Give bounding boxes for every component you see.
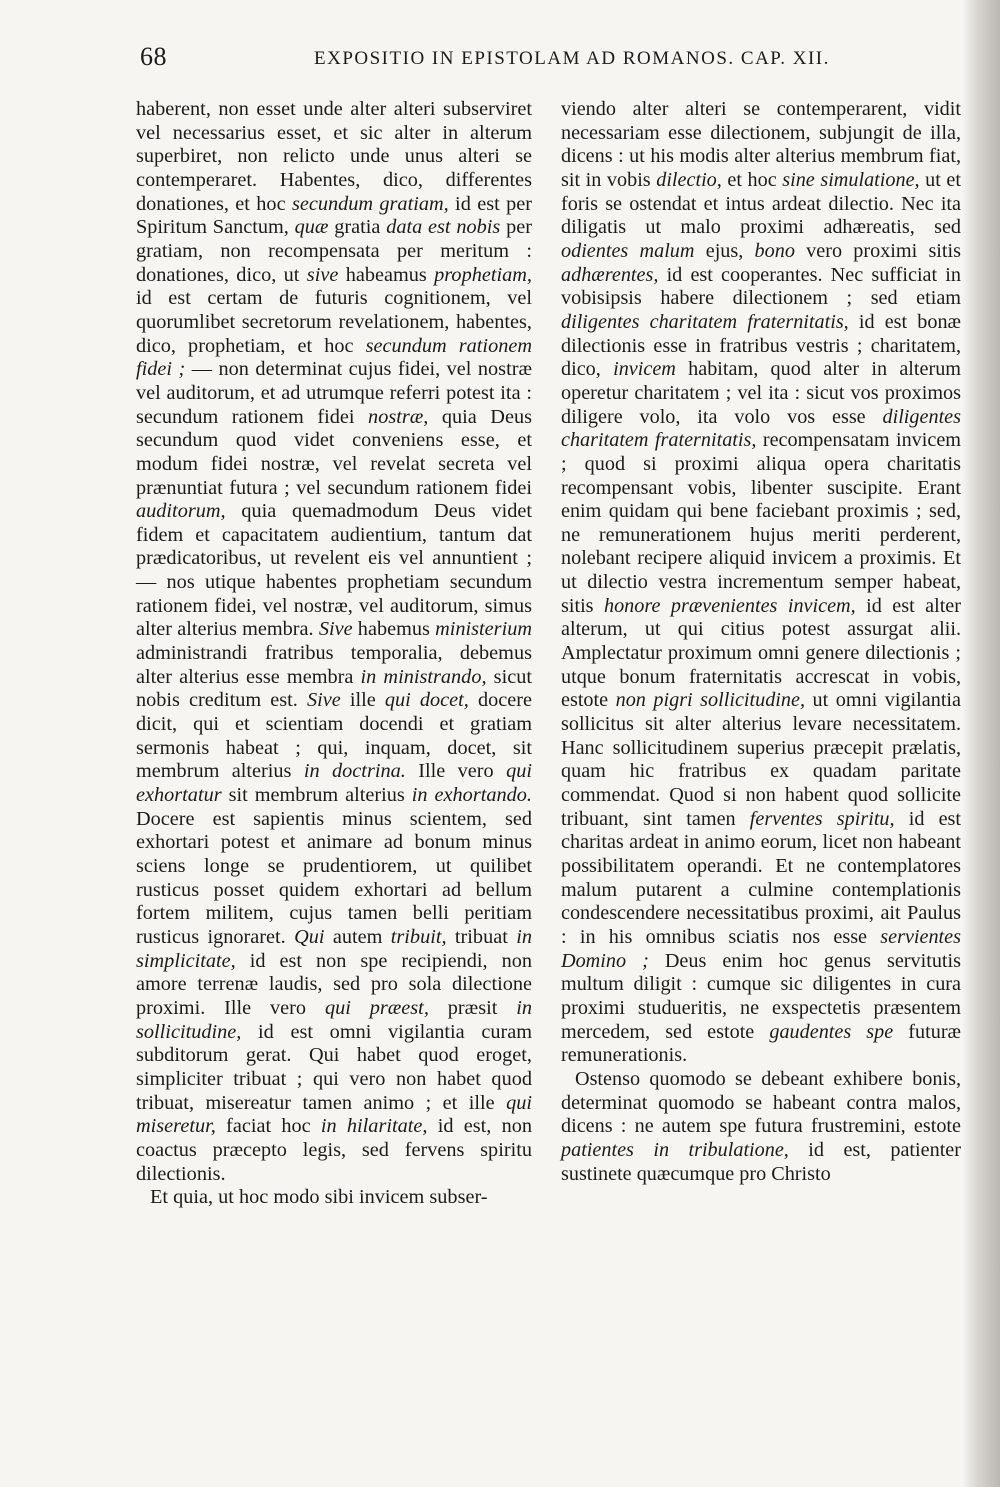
running-title: EXPOSITIO IN EPISTOLAM AD ROMANOS. CAP. XII. <box>314 48 830 69</box>
running-header <box>140 38 980 78</box>
right-paragraph-2: Ostenso quomodo se debeant exhibere bonis, determinat quomodo se habeant contra malos, dicens : ne autem spe futura frustremini, estote patientes in tribulatione, id est, patienter sustinete quæcumque pro Christo <box>561 1067 961 1185</box>
right-paragraph-1: viendo alter alteri se contemperarent, vidit necessariam esse dilectionem, subjungit de illa, dicens : ut his modis alter alterius membrum fiat, sit in vobis dilectio, et hoc sine simulatione, ut et foris se ostendat et intus ardeat dilectio. Nec ita diligatis ut malo proximi adhæreatis, sed odientes malum ejus, bono vero proximi sitis adhærentes, id est cooperantes. Nec sufficiat in vobisipsis habere dilectionem ; sed etiam diligentes charitatem fraternitatis, id est bonæ dilectionis esse in fratribus vestris ; charitatem, dico, invicem habitam, quod alter in alterum operetur charitatem ; vel ita : sicut vos proximos diligere volo, ita volo vos esse diligentes charitatem fraternitatis, recompensatam invicem ; quod si proximi aliqua opera charitatis recompensant vobis, libenter suscipite. Erant enim quidam qui bene faciebant proximis ; sed, ne remunerationem hujus meriti perderent, nolebant recipere aliquid invicem a proximis. Et ut dilectio vestra incrementum semper habeat, sitis honore prævenientes invicem, id est alter alterum, ut qui citius potest assurgat alii. Amplectatur proximum omni genere dilectionis ; utque bonum fraternitatis accrescat in vobis, estote non pigri sollicitudine, ut omni vigilantia sollicitus sit alter alterius levare necessitatem. Hanc sollicitudinem superius præcepit prælatis, quam hic fratribus ex quadam paritate commendat. Quod si non habent quod sollicite tribuant, sint tamen ferventes spiritu, id est charitas ardeat in animo eorum, licet non habeant possibilitatem operandi. Et ne contemplatores malum putarent a culmine contemplationis condescendere necessitatibus proximi, ait Paulus : in his omnibus sciatis nos esse servientes Domino ; Deus enim hoc genus servitutis multum diligit : cumque sic diligentes in cura proximi studueritis, ne exspectetis præsentem mercedem, sed estote gaudentes spe futuræ remunerationis. <box>561 98 962 1067</box>
page-number: 68 <box>140 42 167 71</box>
left-paragraph-1: haberent, non esset unde alter alteri subserviret vel necessarius esset, et sic alter in alterum superbiret, non relicto unde unus alteri se contemperaret. Habentes, dico, differentes donationes, et hoc secundum gratiam, id est per Spiritum Sanctum, quæ gratia data est nobis per gratiam, non recompensata per meritum : donationes, dico, ut sive habeamus prophetiam, id est certam de futuris cognitionem, vel quorumlibet secretorum revelationem, habentes, dico, prophetiam, et hoc secundum rationem fidei ; — non determinat cujus fidei, vel nostræ vel auditorum, et ad utrumque referri potest ita : secundum rationem fidei nostræ, quia Deus secundum quod videt conveniens esse, et modum fidei nostræ, vel revelat secreta vel prænuntiat futura ; vel secundum rationem fidei auditorum, quia quemadmodum Deus videt fidem et capacitatem audientium, tantum dat prædicatoribus, ut revelent eis vel annuntient ; — nos utique habentes prophetiam secundum rationem fidei, vel nostræ, vel auditorum, simus alter alterius membra. Sive habemus ministerium administrandi fratribus temporalia, debemus alter alterius esse membra in ministrando, sicut nobis creditum est. Sive ille qui docet, docere dicit, qui et scientiam docendi et gratiam sermonis habeat ; qui, inquam, docet, sit membrum alterius in doctrina. Ille vero qui exhortatur sit membrum alterius in exhortando. Docere est sapientis minus scientem, sed exhortari potest et animare ad bonum minus sciens longe se prudentiorem, ut quilibet rusticus posset quidem exhortari ad bellum fortem militem, cujus tamen belli peritiam rusticus ignoraret. Qui autem tribuit, tribuat in simplicitate, id est non spe recipiendi, non amore terrenæ laudis, sed pro sola dilectione proximi. Ille vero qui præest, præsit in sollicitudine, id est omni vigilantia curam subditorum gerat. Qui habet quod eroget, simpliciter tribuat ; qui vero non habet quod tribuat, misereatur tamen animo ; et ille qui miseretur, faciat hoc in hilaritate, id est, non coactus præcepto legis, sed fervens spiritu dilectionis. <box>136 98 533 1185</box>
right-column <box>561 98 961 1186</box>
page-edge-shadow <box>962 0 1000 1487</box>
left-column <box>136 98 532 1210</box>
left-paragraph-2: Et quia, ut hoc modo sibi invicem subser- <box>150 1186 488 1209</box>
